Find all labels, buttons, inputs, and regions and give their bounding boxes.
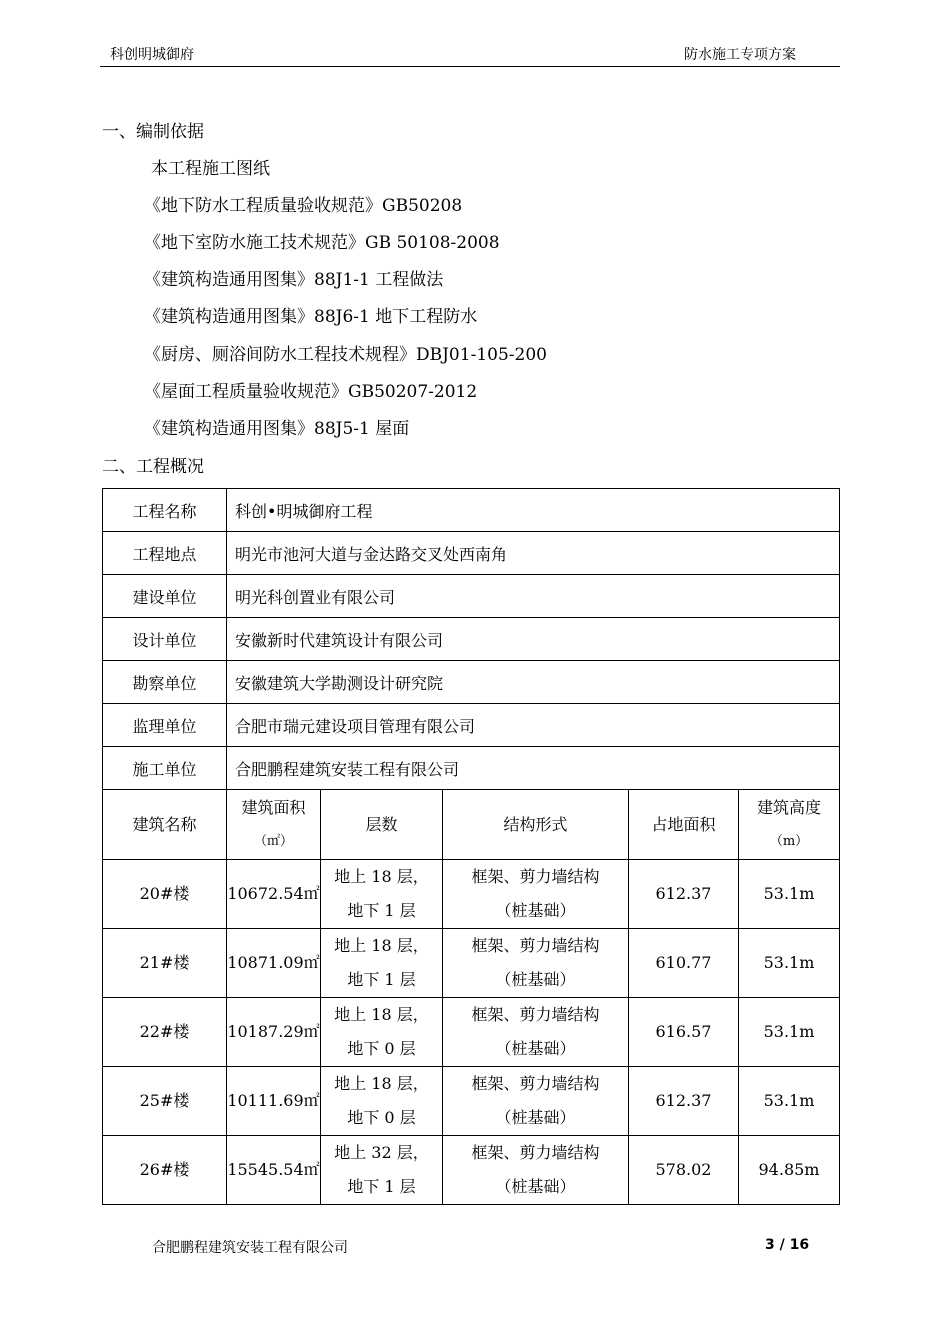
project-info-table xyxy=(102,488,840,790)
building-height: 94.85m xyxy=(739,1136,840,1205)
building-height: 53.1m xyxy=(739,929,840,998)
building-area: 15545.54㎡ xyxy=(227,1136,321,1205)
table-row xyxy=(103,661,840,704)
header-area-title: 建筑面积 xyxy=(241,797,306,817)
footer-company: 合肥鹏程建筑安装工程有限公司 xyxy=(152,1240,348,1256)
table-row xyxy=(103,929,840,998)
building-structure xyxy=(443,860,629,929)
reference-item: 《建筑构造通用图集》88J6-1 地下工程防水 xyxy=(144,307,478,327)
structure-type: 框架、剪力墙结构 xyxy=(471,936,600,955)
info-value: 合肥鹏程建筑安装工程有限公司 xyxy=(227,747,840,790)
header-area-unit: （㎡） xyxy=(253,833,293,849)
structure-type: 框架、剪力墙结构 xyxy=(471,1143,600,1162)
floors-above: 地上 32 层， xyxy=(334,1143,429,1162)
info-label: 施工单位 xyxy=(103,747,227,790)
building-floors xyxy=(321,1067,443,1136)
info-value: 安徽建筑大学勘测设计研究院 xyxy=(227,661,840,704)
building-name: 26#楼 xyxy=(103,1136,227,1205)
header-structure: 结构形式 xyxy=(443,790,629,860)
table-row xyxy=(103,747,840,790)
building-floors xyxy=(321,998,443,1067)
building-floors xyxy=(321,929,443,998)
building-structure xyxy=(443,929,629,998)
header-project-name: 科创明城御府 xyxy=(110,47,194,63)
table-row xyxy=(103,860,840,929)
info-label: 设计单位 xyxy=(103,618,227,661)
header-building-area xyxy=(227,790,321,860)
table-row xyxy=(103,532,840,575)
floors-above: 地上 18 层， xyxy=(334,1074,429,1093)
reference-item: 《建筑构造通用图集》88J1-1 工程做法 xyxy=(144,270,444,290)
building-footprint: 578.02 xyxy=(629,1136,739,1205)
table-row xyxy=(103,575,840,618)
building-footprint: 612.37 xyxy=(629,860,739,929)
reference-item: 《厨房、厕浴间防水工程技术规程》DBJ01-105-200 xyxy=(144,345,547,365)
header-divider xyxy=(100,66,840,67)
building-area: 10111.69㎡ xyxy=(227,1067,321,1136)
info-label: 监理单位 xyxy=(103,704,227,747)
building-footprint: 616.57 xyxy=(629,998,739,1067)
building-name: 20#楼 xyxy=(103,860,227,929)
foundation-type: （桩基础） xyxy=(495,970,576,989)
header-floors: 层数 xyxy=(321,790,443,860)
floors-above: 地上 18 层， xyxy=(334,867,429,886)
info-value: 明光市池河大道与金达路交叉处西南角 xyxy=(227,532,840,575)
page-number: 3 / 16 xyxy=(765,1237,810,1253)
structure-type: 框架、剪力墙结构 xyxy=(471,1074,600,1093)
info-value: 科创•明城御府工程 xyxy=(227,489,840,532)
floors-below: 地下 0 层 xyxy=(347,1039,416,1058)
building-height: 53.1m xyxy=(739,1067,840,1136)
header-building-name: 建筑名称 xyxy=(103,790,227,860)
reference-item: 《地下防水工程质量验收规范》GB50208 xyxy=(144,196,463,216)
building-structure xyxy=(443,998,629,1067)
table-row xyxy=(103,489,840,532)
section-title-overview: 二、工程概况 xyxy=(102,457,204,477)
building-name: 21#楼 xyxy=(103,929,227,998)
building-name: 25#楼 xyxy=(103,1067,227,1136)
info-label: 工程地点 xyxy=(103,532,227,575)
reference-item: 本工程施工图纸 xyxy=(151,159,270,179)
reference-item: 《地下室防水施工技术规范》GB 50108-2008 xyxy=(144,233,500,253)
info-label: 工程名称 xyxy=(103,489,227,532)
table-row xyxy=(103,998,840,1067)
reference-item: 《建筑构造通用图集》88J5-1 屋面 xyxy=(144,419,410,439)
building-footprint: 612.37 xyxy=(629,1067,739,1136)
header-height-unit: （m） xyxy=(769,833,809,849)
foundation-type: （桩基础） xyxy=(495,1039,576,1058)
building-structure xyxy=(443,1067,629,1136)
floors-below: 地下 1 层 xyxy=(347,970,416,989)
floors-above: 地上 18 层， xyxy=(334,936,429,955)
floors-above: 地上 18 层， xyxy=(334,1005,429,1024)
building-area: 10187.29㎡ xyxy=(227,998,321,1067)
building-table xyxy=(102,789,840,1205)
table-header-row xyxy=(103,790,840,860)
table-row xyxy=(103,704,840,747)
section-title-basis: 一、编制依据 xyxy=(102,122,204,142)
header-footprint: 占地面积 xyxy=(629,790,739,860)
building-area: 10672.54㎡ xyxy=(227,860,321,929)
floors-below: 地下 1 层 xyxy=(347,1177,416,1196)
info-value: 安徽新时代建筑设计有限公司 xyxy=(227,618,840,661)
building-name: 22#楼 xyxy=(103,998,227,1067)
table-row xyxy=(103,618,840,661)
building-floors xyxy=(321,860,443,929)
header-height-title: 建筑高度 xyxy=(756,797,821,817)
building-floors xyxy=(321,1136,443,1205)
building-structure xyxy=(443,1136,629,1205)
table-row xyxy=(103,1067,840,1136)
header-building-height xyxy=(739,790,840,860)
info-label: 勘察单位 xyxy=(103,661,227,704)
floors-below: 地下 0 层 xyxy=(347,1108,416,1127)
floors-below: 地下 1 层 xyxy=(347,901,416,920)
info-value: 明光科创置业有限公司 xyxy=(227,575,840,618)
structure-type: 框架、剪力墙结构 xyxy=(471,867,600,886)
header-document-title: 防水施工专项方案 xyxy=(684,47,796,63)
building-height: 53.1m xyxy=(739,860,840,929)
structure-type: 框架、剪力墙结构 xyxy=(471,1005,600,1024)
building-height: 53.1m xyxy=(739,998,840,1067)
info-value: 合肥市瑞元建设项目管理有限公司 xyxy=(227,704,840,747)
foundation-type: （桩基础） xyxy=(495,901,576,920)
table-row xyxy=(103,1136,840,1205)
foundation-type: （桩基础） xyxy=(495,1177,576,1196)
reference-item: 《屋面工程质量验收规范》GB50207-2012 xyxy=(144,382,478,402)
building-footprint: 610.77 xyxy=(629,929,739,998)
building-area: 10871.09㎡ xyxy=(227,929,321,998)
info-label: 建设单位 xyxy=(103,575,227,618)
foundation-type: （桩基础） xyxy=(495,1108,576,1127)
